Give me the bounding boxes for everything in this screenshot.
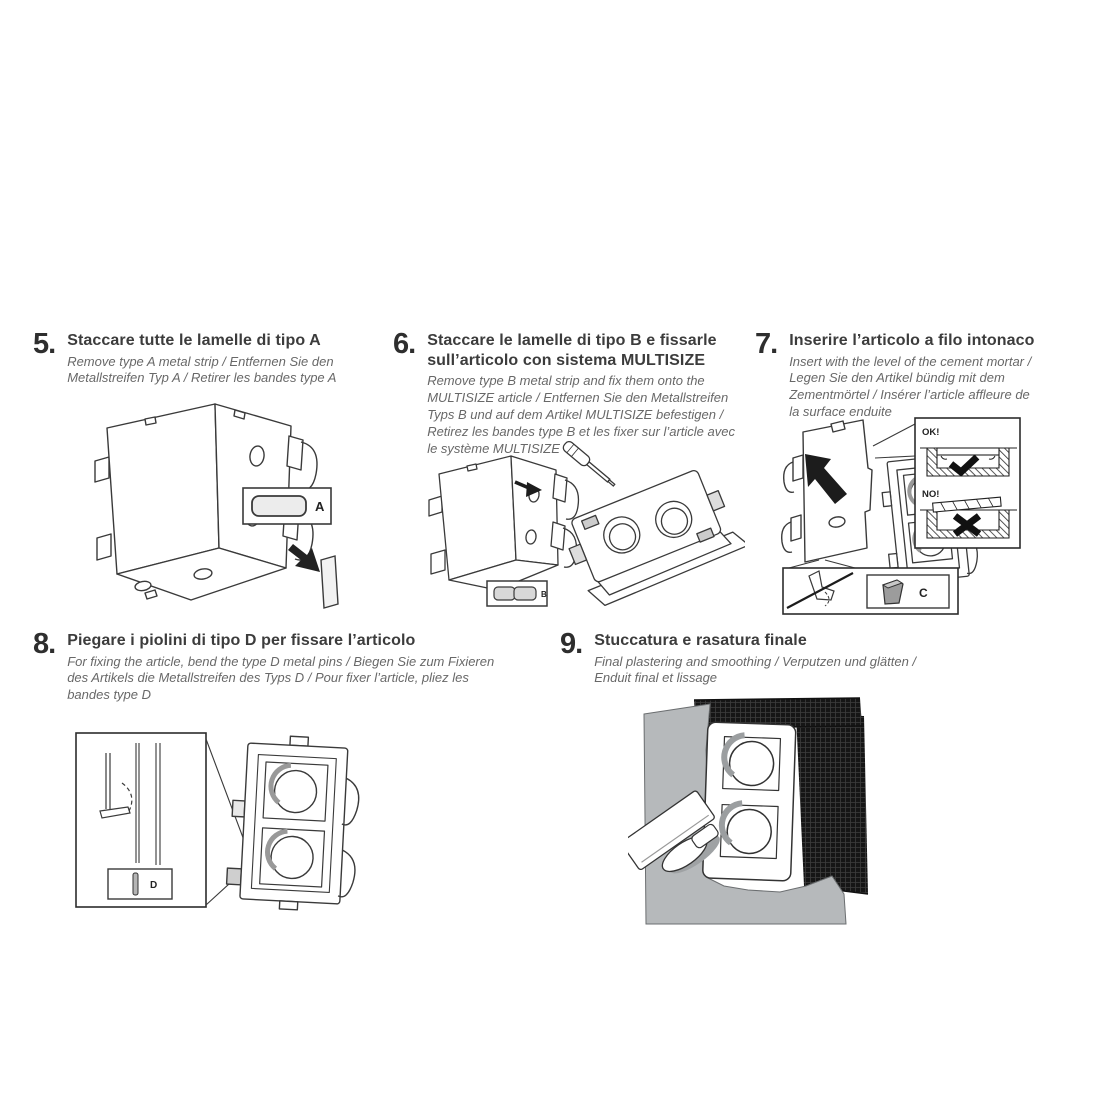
- step-5-header: [33, 328, 363, 387]
- frame-article-drawing: [703, 722, 796, 881]
- step-8-illustration: [70, 723, 370, 919]
- step-9-subtitle: Final plastering and smoothing / Verputzen und glätten / Enduit final et lissage: [594, 653, 917, 686]
- ok-cross-section: [920, 448, 1017, 476]
- step-8-subtitle: For fixing the article, bend the type D metal pins / Biegen Sie zum Fixieren des Artikels die Metallstreifen des Typs D / Pour fixer l’article, pliez les bandes type D: [67, 653, 495, 703]
- pin-d-shape: [133, 873, 138, 895]
- step-5-subtitle: Remove type A metal strip / Entfernen Sie den Metallstreifen Typ A / Retirer les bandes type A: [67, 353, 337, 386]
- legend-box-c: [867, 575, 949, 608]
- step-7-illustration: [775, 410, 1050, 618]
- step-8-title: Piegare i piolini di tipo D per fissare l’articolo: [67, 632, 416, 649]
- step-7-title: Inserire l’articolo a filo intonaco: [789, 332, 1035, 349]
- multisize-article-drawing: [559, 462, 745, 610]
- legend-a-label: A: [315, 499, 325, 514]
- step-9-title: Stuccatura e rasatura finale: [594, 632, 807, 649]
- step-5-number: 5.: [33, 328, 56, 360]
- step-7-header: [755, 328, 1055, 421]
- step-6-subtitle: Remove type B metal strip and fix them onto the MULTISIZE article / Entfernen Sie den Metallstreifen Typs B und auf dem Artikel MULTISIZE befestigen / Retirez les bandes type B et les fixer sur l’article avec le système MULTISIZE: [427, 373, 735, 456]
- step-5-title: Staccare tutte le lamelle di tipo A: [67, 332, 321, 349]
- step-9-header: [560, 628, 980, 687]
- step-5-illustration: [85, 398, 355, 618]
- legend-box-a: [243, 488, 331, 524]
- metal-strip-b-shape: [494, 587, 515, 600]
- metal-strip-a-shape: [252, 496, 306, 516]
- remove-strip-arrow-icon: [288, 544, 320, 572]
- step-6-title: Staccare le lamelle di tipo B e fissarle sull’articolo con sistema MULTISIZE: [427, 332, 717, 369]
- metal-box-drawing: [429, 456, 578, 590]
- frame-article-drawing: [225, 733, 361, 912]
- no-label: NO!: [922, 489, 940, 500]
- ok-no-panel: [915, 418, 1020, 548]
- step-6-number: 6.: [393, 328, 416, 360]
- legend-c-label: C: [919, 586, 928, 600]
- ok-label: OK!: [922, 427, 940, 438]
- step-8-number: 8.: [33, 628, 56, 660]
- detached-strip-a: [321, 556, 338, 608]
- pin-detail-box: [76, 733, 206, 907]
- step-7-number: 7.: [755, 328, 778, 360]
- step-9-illustration: [628, 690, 886, 932]
- legend-box-d: [108, 869, 172, 899]
- detail-callout-lines: [789, 560, 855, 568]
- metal-strip-b-shape2: [514, 587, 536, 600]
- legend-b-label: B: [541, 590, 547, 599]
- legend-d-label: D: [150, 880, 158, 891]
- no-bend-detail-box: [783, 568, 958, 614]
- step-8-header: [33, 628, 523, 704]
- step-6-illustration: [415, 438, 745, 616]
- panel-callout-lines: [873, 424, 915, 458]
- step-7-subtitle: Insert with the level of the cement mortar / Legen Sie den Artikel bündig mit dem Zementmörtel / Insérer l’article affleure de la surface enduite: [789, 353, 1032, 420]
- step-9-number: 9.: [560, 628, 583, 660]
- legend-box-b: [487, 581, 547, 606]
